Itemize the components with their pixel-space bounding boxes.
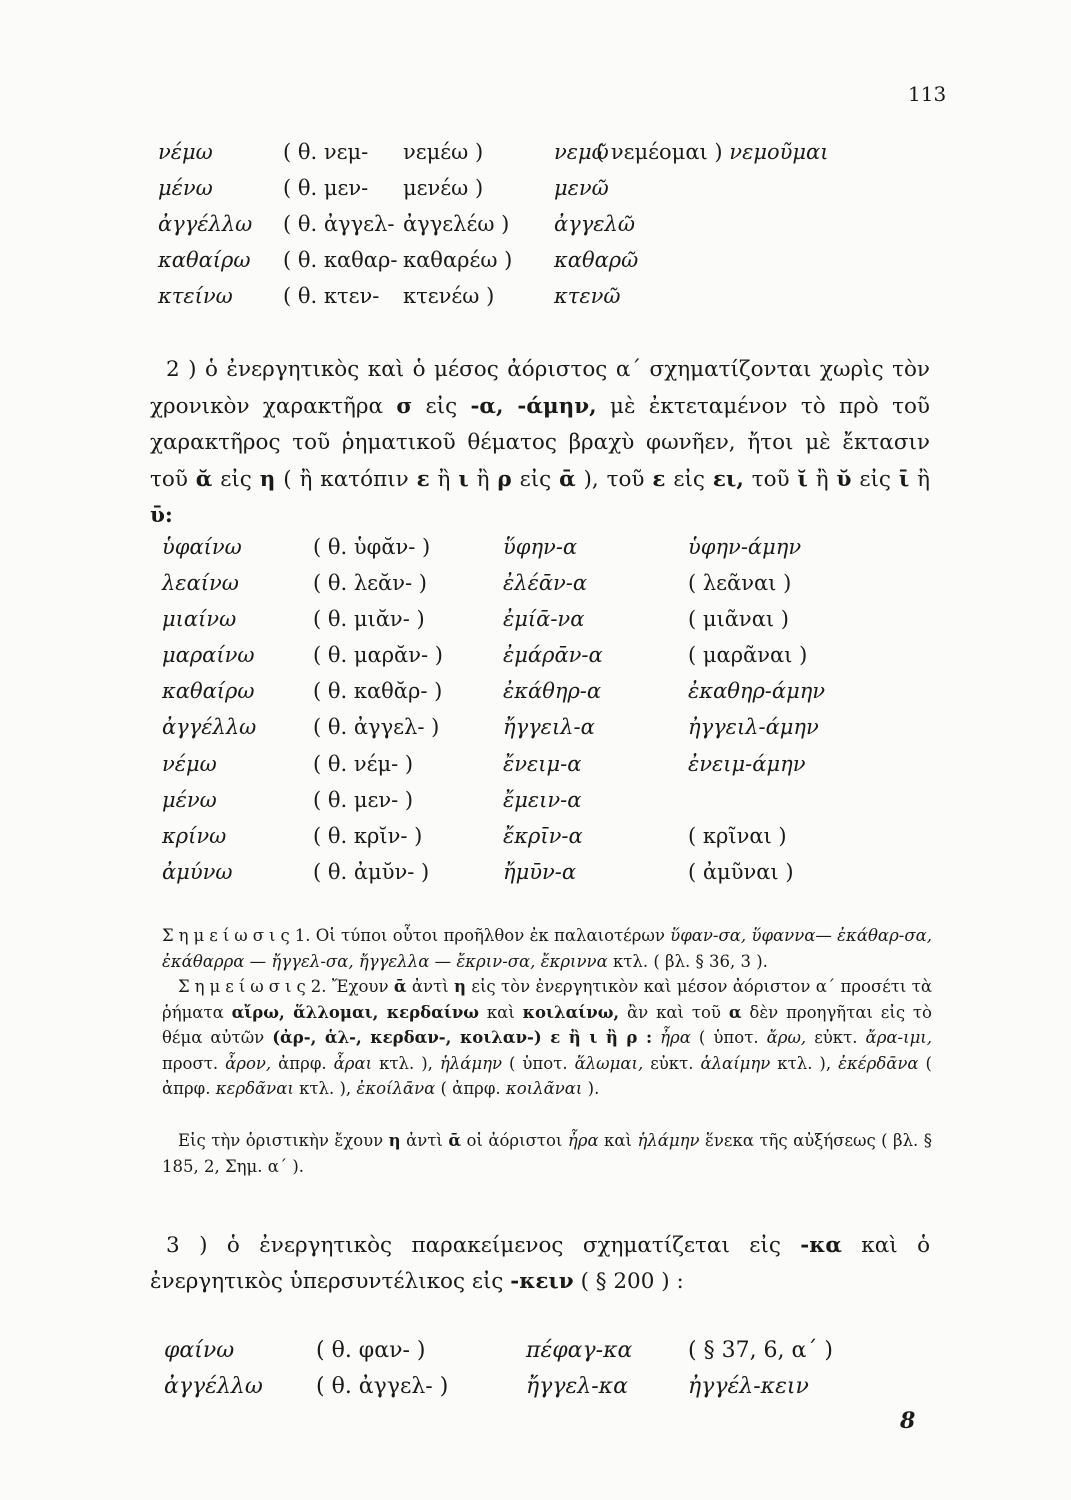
section-3-paragraph: 3 ) ὁ ἐνεργητικὸς παρακείμενος σχηματίζεται εἰς -κα καὶ ὁ ἐνεργητικὸς ὑπερσυντέλικος εἰς -κειν ( § 200 ) : xyxy=(150,1233,931,1294)
section-number: 2 ) xyxy=(166,357,197,382)
aorist-cell: ἔμειν-α xyxy=(503,787,582,812)
theme-cell: ( θ. ὑφᾰν- ) xyxy=(313,535,431,559)
verb-cell: μιαίνω xyxy=(162,607,237,632)
verb-cell: ἀγγέλλω xyxy=(162,715,257,740)
contracted-cell: νεμῶ xyxy=(554,140,609,164)
note-1: Σημείωσις1. Οἱ τύποι οὗτοι προῆλθον ἐκ παλαιοτέρων ὕφαν-σα, ὕφαννα— ἐκάθαρ-σα, ἐκάθαρρα — ἤγγελ-σα, ἤγγελλα — ἔκριν-σα, ἔκριννα κτλ. ( βλ. § 36, 3 ). xyxy=(162,926,932,971)
contracted-cell: καθαρῶ xyxy=(554,248,639,272)
middle-cell: ( μαρᾶναι ) xyxy=(688,643,808,668)
middle-cell: ὑφην-άμην xyxy=(688,535,802,559)
theme-cell: ( θ. φαν- ) xyxy=(316,1338,426,1363)
future-old-cell: νεμέω ) xyxy=(403,140,484,164)
verb-cell: νέμω xyxy=(158,140,213,164)
theme-cell: ( θ. μιᾰν- ) xyxy=(313,607,425,632)
aorist-cell: ἤμῡν-α xyxy=(503,859,577,884)
verb-cell: μένω xyxy=(158,176,213,200)
aorist-cell: ἤγγειλ-α xyxy=(503,715,595,740)
middle-cell: ἠγγειλ-άμην xyxy=(688,715,819,740)
verb-cell: νέμω xyxy=(162,751,217,776)
verb-cell: καθαίρω xyxy=(162,679,255,704)
aorist-cell: ἔνειμ-α xyxy=(503,751,582,776)
aorist-cell: ἐκάθηρ-α xyxy=(503,679,602,704)
future-old-cell: μενέω ) xyxy=(403,176,484,200)
verb-cell: κτείνω xyxy=(158,284,233,308)
page-number: 113 xyxy=(908,82,947,106)
middle-cell: ( κρῖναι ) xyxy=(688,823,787,848)
future-old-cell: κτενέω ) xyxy=(403,284,495,308)
contracted-cell: μενῶ xyxy=(554,176,609,200)
note-3: Εἰς τὴν ὁριστικὴν ἔχουν η ἀντὶ ᾱ οἱ ἀόριστοι ἦρα καὶ ἡλάμην ἕνεκα τῆς αὐξήσεως ( βλ. § 185, 2, Σημ. α΄ ). xyxy=(162,1131,933,1176)
middle-cell: ( λεᾶναι ) xyxy=(688,571,792,596)
middle-cell: ( μιᾶναι ) xyxy=(688,607,789,632)
verb-cell: ἀμύνω xyxy=(162,859,233,884)
verb-cell: ἀγγέλλω xyxy=(158,212,253,236)
middle-cell: ἐνειμ-άμην xyxy=(688,751,806,776)
contracted-cell: κτενῶ xyxy=(554,284,621,308)
theme-cell: ( θ. νεμ- xyxy=(283,140,369,164)
aorist-cell: ἐμίᾱ-να xyxy=(503,607,585,632)
future-old-cell: καθαρέω ) xyxy=(403,248,513,272)
theme-cell: ( θ. νέμ- ) xyxy=(313,751,414,776)
theme-cell: ( θ. μεν- xyxy=(283,176,369,200)
aorist-cell: ἔκρῑν-α xyxy=(503,823,583,848)
verb-cell: ὑφαίνω xyxy=(162,535,242,559)
theme-cell: ( θ. κρῐν- ) xyxy=(313,823,423,848)
aorist-cell: ἐλέᾱν-α xyxy=(503,571,588,596)
theme-cell: ( θ. ἀγγελ- ) xyxy=(313,715,440,740)
contracted-cell: ἀγγελῶ xyxy=(554,212,635,236)
verb-cell: φαίνω xyxy=(164,1338,235,1363)
theme-cell: ( θ. καθαρ- xyxy=(283,248,398,272)
verb-cell: μαραίνω xyxy=(162,643,255,668)
theme-cell: ( θ. μεν- ) xyxy=(313,787,414,812)
verb-cell: καθαίρω xyxy=(158,248,251,272)
theme-cell: ( θ. ἀγγελ- xyxy=(283,212,395,236)
aorist-cell: ὕφην-α xyxy=(503,535,578,559)
note-label: Σημείωσις xyxy=(162,926,295,945)
theme-cell: ( θ. ἀμῠν- ) xyxy=(313,859,430,884)
signature-mark: 8 xyxy=(900,1408,916,1434)
verb-cell: λεαίνω xyxy=(162,571,239,596)
pluperfect-cell: ἠγγέλ-κειν xyxy=(688,1374,809,1399)
pluperfect-cell: ( § 37, 6, α΄ ) xyxy=(688,1338,833,1363)
theme-cell: ( θ. κτεν- xyxy=(283,284,380,308)
section-2-paragraph: 2 ) ὁ ἐνεργητικὸς καὶ ὁ μέσος ἀόριστος α΄ σχηματίζονται χωρὶς τὸν χρονικὸν χαρακτῆρα σ εἰς -α, -άμην, μὲ ἐκτεταμένον τὸ πρὸ τοῦ χαρακτῆρος τοῦ ῥηματικοῦ θέματος βραχὺ φωνῆεν, ἤτοι μὲ ἔκτασιν τοῦ ᾰ εἰς η ( ἢ κατόπιν ε ἢ ι ἢ ρ εἰς ᾱ ), τοῦ ε εἰς ει, τοῦ ῐ ἢ ῠ εἰς ῑ ἢ ῡ: xyxy=(150,357,931,528)
theme-cell: ( θ. ἀγγελ- ) xyxy=(316,1374,449,1399)
theme-cell: ( θ. λεᾰν- ) xyxy=(313,571,427,596)
middle-cell: ἐκαθηρ-άμην xyxy=(688,679,826,704)
future-old-cell: ἀγγελέω ) xyxy=(403,212,510,236)
note-2: Σημείωσις2. Ἔχουν ᾱ ἀντὶ η εἰς τὸν ἐνεργητικὸν καὶ μέσον ἀόριστον α΄ προσέτι τὰ ῥήματα αἴρω, ἅλλομαι, κερδαίνω καὶ κοιλαίνω, ἂν καὶ τοῦ α δὲν προηγῆται εἰς τὸ θέμα αὐτῶν (ἀρ-, ἁλ-, κερδαν-, κοιλαν-) ε ἢ ι ἢ ρ : ἦρα ( ὑποτ. ἄρω, εὐκτ. ἄρα-ιμι, προστ. ἆρον, ἀπρφ. ἆραι κτλ. ), ἡλάμην ( ὑποτ. ἅλωμαι, εὐκτ. ἁλαίμην κτλ. ), ἐκέρδᾱνα ( ἀπρφ. κερδᾶναι κτλ. ), ἐκοίλᾱνα ( ἀπρφ. κοιλᾶναι ). xyxy=(162,977,933,1098)
perfect-cell: πέφαγ-κα xyxy=(526,1338,633,1363)
verb-cell: μένω xyxy=(162,787,217,812)
middle-cell: ( ἀμῦναι ) xyxy=(688,859,794,884)
theme-cell: ( θ. μαρᾰν- ) xyxy=(313,643,443,668)
aorist-cell: ἐμάρᾱν-α xyxy=(503,643,603,668)
perfect-cell: ἤγγελ-κα xyxy=(526,1374,628,1399)
section-number: 3 ) xyxy=(166,1233,208,1258)
middle-cell: ( νεμέομαι ) νεμοῦμαι xyxy=(596,140,829,164)
theme-cell: ( θ. καθᾰρ- ) xyxy=(313,679,443,704)
verb-cell: ἀγγέλλω xyxy=(164,1374,263,1399)
verb-cell: κρίνω xyxy=(162,823,227,848)
note-label: Σημείωσις xyxy=(178,977,311,996)
